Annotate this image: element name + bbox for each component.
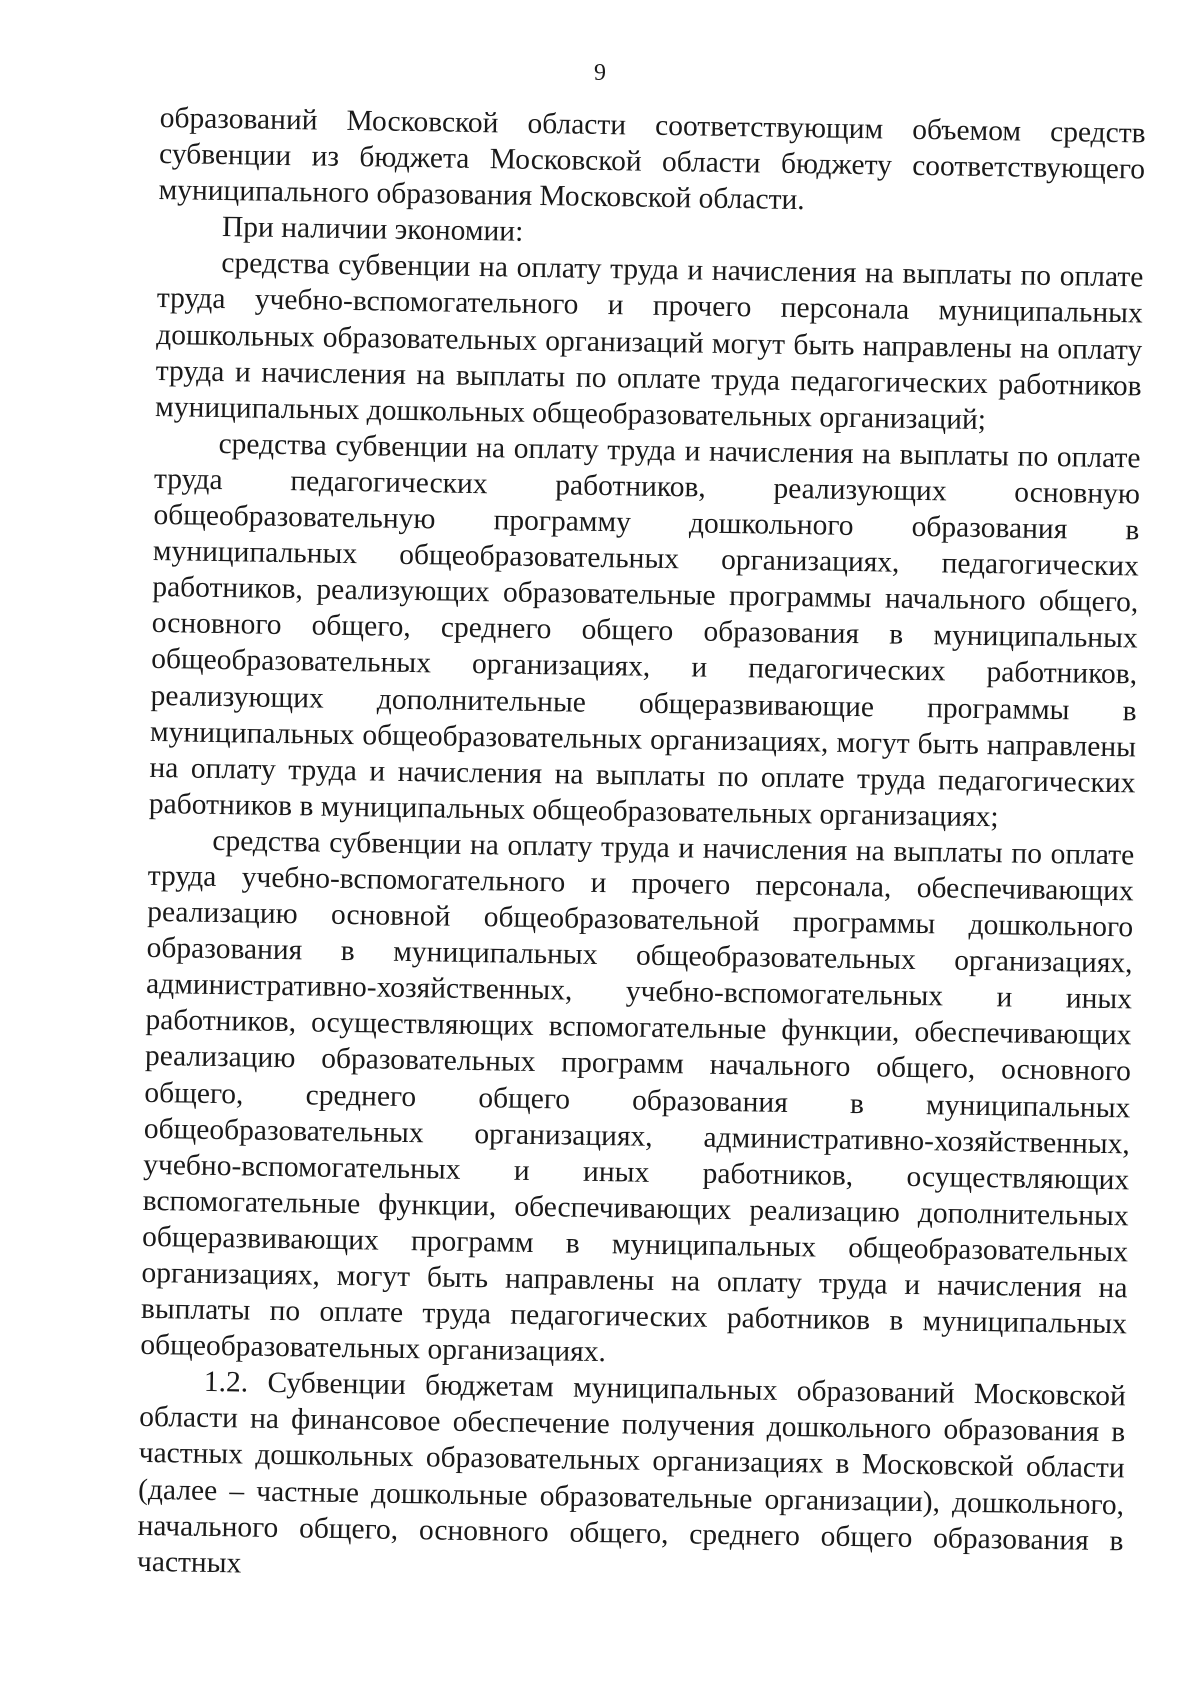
paragraph-support-staff: средства субвенции на оплату труда и начисления на выплаты по оплате труда учебно-вспомогательного и прочего персонала муниципальных дошкольных образовательных организаций могут быть направлены на оплату труда и начисления на выплаты по оплате труда педагогических работников муниципальных дошкольных общеобразовательных организаций; [154,247,1144,436]
page-number: 9 [594,60,606,86]
paragraph-economy-intro: При наличии экономии: [221,211,524,249]
paragraph-section-1-2: 1.2. Субвенции бюджетам муниципальных образований Московской области на финансовое обеспечение получения дошкольного образования в частных дошкольных образовательных организациях в Московской области (далее – частные дошкольные образовательные организации), дошкольного, начального общего, основного общего, среднего общего образования в частных [136,1366,1127,1580]
document-body [137,100,1146,1595]
paragraph-continuation: образований Московской области соответствующим объемом средств субвенции из бюджета Московской области бюджету соответствующего муниципального образования Московской области. [158,101,1146,217]
paragraph-auxiliary-staff: средства субвенции на оплату труда и начисления на выплаты по оплате труда учебно-вспомогательного и прочего персонала, обеспечивающих реализацию основной общеобразовательной программы дошкольного образования в муниципальных общеобразовательных организациях, административно-хозяйственных, учебно-вспомогательных и иных работников, осуществляющих вспомогательные функции, обеспечивающих реализацию образовательных программ начального общего, основного общего, среднего общего образования в муниципальных общеобразовательных организациях, административно-хозяйственных, учебно-вспомогательных и иных работников, осуществляющих вспомогательные функции, обеспечивающих реализацию дополнительных общеразвивающих программ в муниципальных общеобразовательных организациях, могут быть направлены на оплату труда и начисления на выплаты по оплате труда педагогических работников в муниципальных общеобразовательных организациях. [140,824,1135,1369]
paragraph-teaching-staff: средства субвенции на оплату труда и начисления на выплаты по оплате труда педагогических работников, реализующих основную общеобразовательную программу дошкольного образования в муниципальных общеобразовательных организациях, педагогических работников, реализующих образовательные программы начального общего, основного общего, среднего общего образования в муниципальных общеобразовательных организациях, и педагогических работников, реализующих дополнительные общеразвивающие программы в муниципальных общеобразовательных организациях, могут быть направлены на оплату труда и начисления на выплаты по оплате труда педагогических работников в муниципальных общеобразовательных организациях; [148,427,1141,834]
